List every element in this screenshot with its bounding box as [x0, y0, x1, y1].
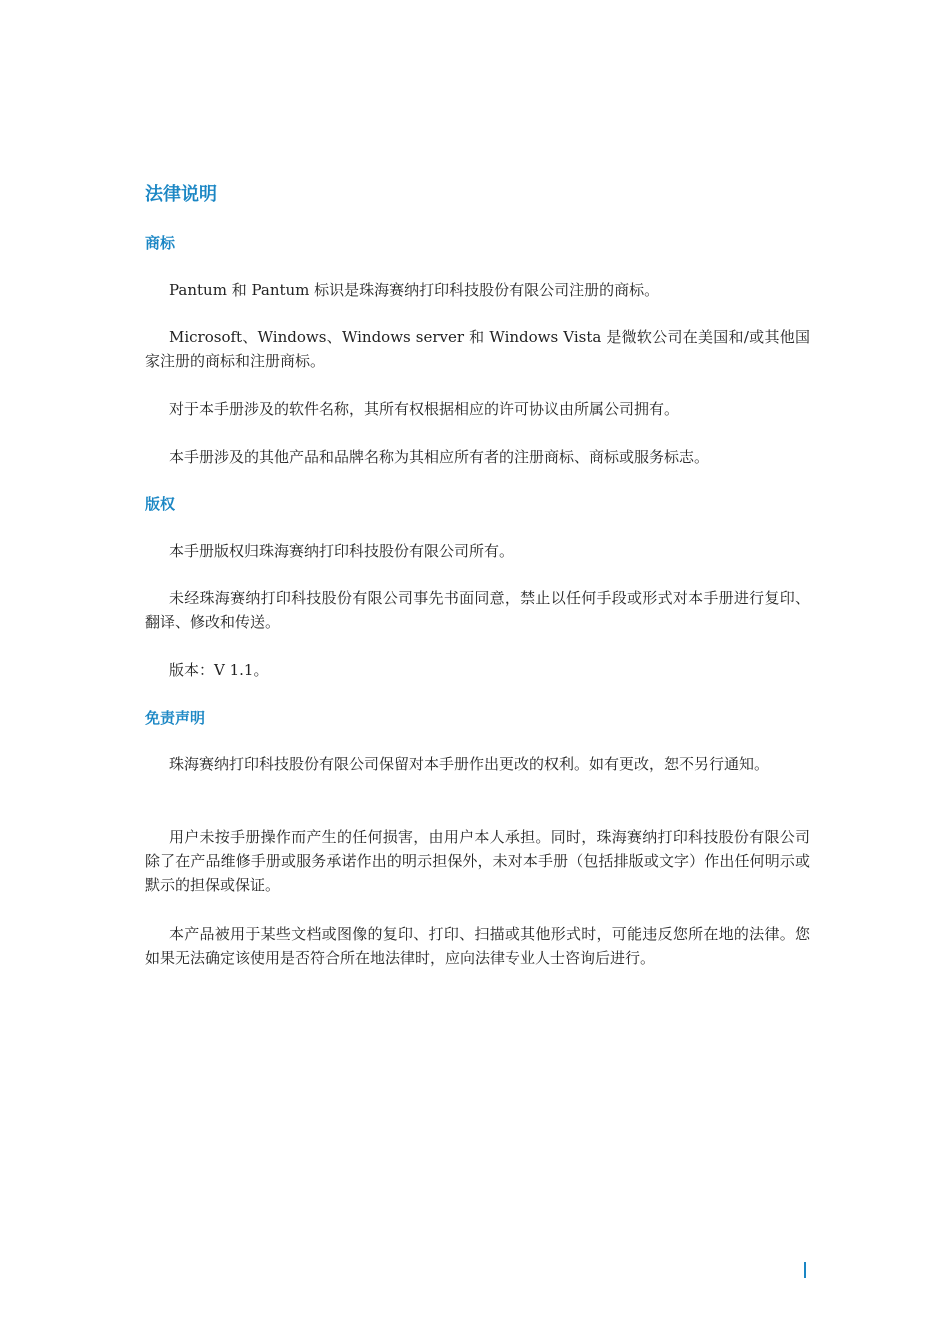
paragraph: Microsoft、Windows、Windows server 和 Windows Vista 是微软公司在美国和/或其他国家注册的商标和注册商标。	[145, 328, 810, 370]
page-marker	[804, 1262, 806, 1278]
paragraph: 本手册版权归珠海赛纳打印科技股份有限公司所有。	[169, 542, 515, 560]
paragraph: 版本：V 1.1。	[169, 661, 269, 679]
paragraph: 未经珠海赛纳打印科技股份有限公司事先书面同意，禁止以任何手段或形式对本手册进行复印、翻译、修改和传送。	[145, 589, 810, 631]
section-heading-copyright: 版权	[145, 495, 176, 513]
section-heading-trademark: 商标	[145, 234, 176, 252]
page-title: 法律说明	[145, 184, 217, 205]
paragraph: Pantum 和 Pantum 标识是珠海赛纳打印科技股份有限公司注册的商标。	[169, 281, 660, 299]
section-heading-disclaimer: 免责声明	[145, 709, 206, 727]
paragraph: 珠海赛纳打印科技股份有限公司保留对本手册作出更改的权利。如有更改，恕不另行通知。	[169, 755, 770, 773]
paragraph: 对于本手册涉及的软件名称，其所有权根据相应的许可协议由所属公司拥有。	[169, 400, 680, 418]
paragraph: 本产品被用于某些文档或图像的复印、打印、扫描或其他形式时，可能违反您所在地的法律。您如果无法确定该使用是否符合所在地法律时，应向法律专业人士咨询后进行。	[145, 925, 810, 967]
paragraph: 用户未按手册操作而产生的任何损害，由用户本人承担。同时，珠海赛纳打印科技股份有限公司除了在产品维修手册或服务承诺作出的明示担保外，未对本手册（包括排版或文字）作出任何明示或默示的担保或保证。	[145, 828, 810, 894]
paragraph: 本手册涉及的其他产品和品牌名称为其相应所有者的注册商标、商标或服务标志。	[169, 448, 710, 466]
